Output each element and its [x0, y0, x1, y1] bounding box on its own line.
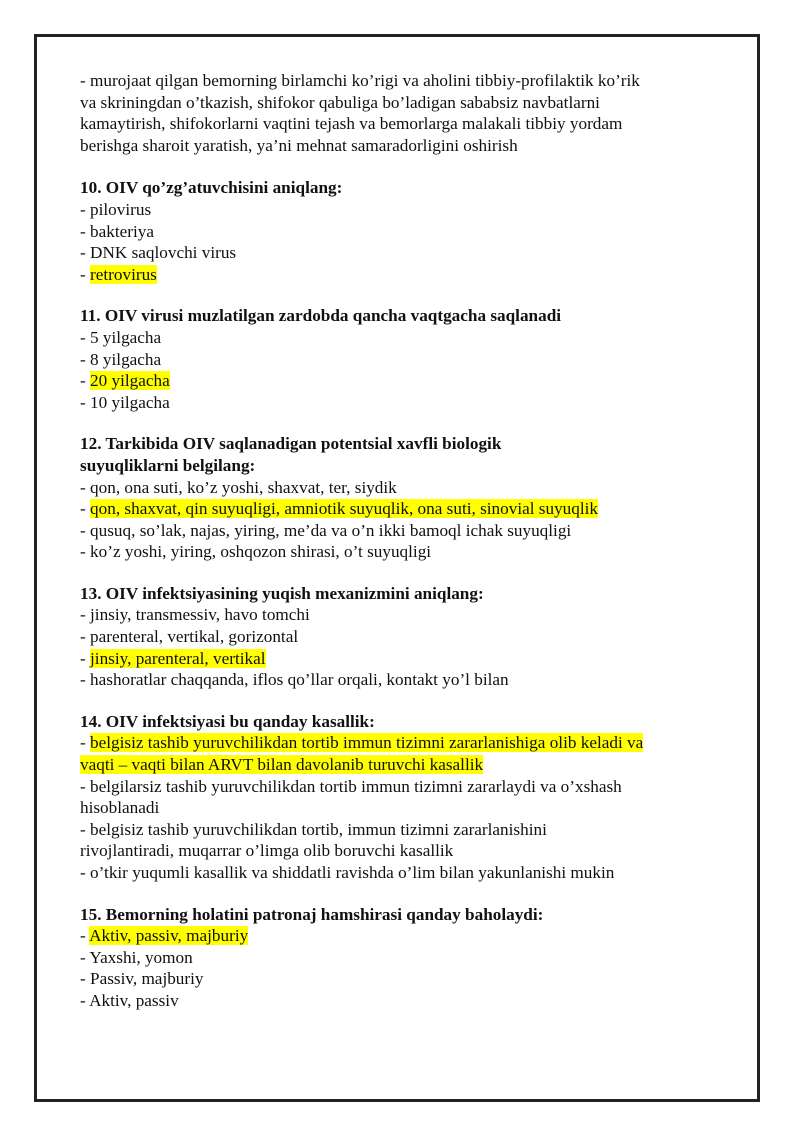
option-line: [80, 604, 740, 626]
answer-option: [80, 819, 740, 862]
answer-option: [80, 968, 740, 990]
option-bullet: -: [80, 819, 91, 839]
option-text: pilovirus: [90, 199, 152, 219]
answer-option: [80, 669, 740, 691]
answer-option-correct: [80, 264, 740, 286]
option-text: bakteriya: [90, 221, 154, 241]
answer-option: [80, 541, 740, 563]
question-title: 10. OIV qo’zg’atuvchisini aniqlang:: [80, 178, 343, 198]
option-bullet: -: [80, 199, 91, 219]
intro-line: kamaytirish, shifokorlarni vaqtini tejash va bemorlarga malakali tibbiy yordam: [80, 114, 623, 134]
option-text: qon, ona suti, ko’z yoshi, shaxvat, ter, siydik: [90, 477, 397, 497]
option-bullet: -: [80, 776, 91, 796]
option-line: [80, 840, 740, 862]
option-line: [80, 626, 740, 648]
answer-option: [80, 199, 740, 221]
option-bullet: -: [80, 520, 91, 540]
option-bullet: -: [80, 926, 90, 946]
answer-option: [80, 242, 740, 264]
highlighted-answer-text: belgisiz tashib yuruvchilikdan tortib immun tizimni zararlanishiga olib keladi va: [90, 733, 644, 753]
option-line: [80, 925, 740, 947]
option-bullet: -: [80, 477, 91, 497]
answer-option: [80, 776, 740, 819]
highlighted-answer-text: Aktiv, passiv, majburiy: [89, 926, 249, 946]
option-bullet: -: [80, 542, 91, 562]
option-line: [80, 242, 740, 264]
answer-option: [80, 947, 740, 969]
option-line: [80, 498, 740, 520]
answer-option: [80, 862, 740, 884]
question-block: [80, 583, 740, 691]
option-bullet: -: [80, 947, 90, 967]
option-text: ko’z yoshi, yiring, oshqozon shirasi, o’t suyuqligi: [90, 542, 432, 562]
option-line: [80, 327, 740, 349]
option-line: [80, 968, 740, 990]
option-line: [80, 648, 740, 670]
answer-option-correct: [80, 732, 740, 775]
option-text: belgisiz tashib yuruvchilikdan tortib, immun tizimni zararlanishini: [90, 819, 547, 839]
question-block: [80, 433, 740, 563]
answer-option-correct: [80, 925, 740, 947]
answer-option: [80, 990, 740, 1012]
highlighted-answer-text: qon, shaxvat, qin suyuqligi, amniotik suyuqlik, ona suti, sinovial suyuqlik: [90, 499, 599, 519]
question-title: 14. OIV infektsiyasi bu qanday kasallik:: [80, 711, 375, 731]
option-text: Aktiv, passiv: [89, 990, 179, 1010]
option-line: [80, 669, 740, 691]
option-text: DNK saqlovchi virus: [90, 243, 237, 263]
answer-option-correct: [80, 498, 740, 520]
option-line: [80, 732, 740, 754]
answer-option: [80, 327, 740, 349]
option-text: hisoblanadi: [80, 798, 160, 818]
option-bullet: -: [80, 392, 91, 412]
document-body: [80, 70, 740, 1032]
option-line: [80, 819, 740, 841]
option-bullet: -: [80, 627, 91, 647]
option-line: [80, 754, 740, 776]
option-line: [80, 520, 740, 542]
option-bullet: -: [80, 243, 91, 263]
option-text: 10 yilgacha: [90, 392, 170, 412]
intro-line: va skriningdan o’tkazish, shifokor qabuliga bo’ladigan sababsiz navbatlarni: [80, 92, 600, 112]
question-title: 12. Tarkibida OIV saqlanadigan potentsial xavfli biologik: [80, 434, 502, 454]
highlighted-answer-text: jinsiy, parenteral, vertikal: [90, 648, 266, 668]
option-text: 8 yilgacha: [90, 349, 162, 369]
option-line: [80, 776, 740, 798]
option-text: jinsiy, transmessiv, havo tomchi: [90, 605, 310, 625]
option-bullet: -: [80, 733, 91, 753]
question-block: [80, 305, 740, 413]
option-bullet: -: [80, 371, 91, 391]
answer-option: [80, 349, 740, 371]
option-line: [80, 477, 740, 499]
question-title: 13. OIV infektsiyasining yuqish mexanizmini aniqlang:: [80, 583, 484, 603]
answer-option: [80, 626, 740, 648]
option-text: Yaxshi, yomon: [89, 947, 193, 967]
option-bullet: -: [80, 264, 91, 284]
option-bullet: -: [80, 605, 91, 625]
answer-option: [80, 221, 740, 243]
option-line: [80, 370, 740, 392]
option-bullet: -: [80, 221, 91, 241]
option-bullet: -: [80, 349, 91, 369]
answer-option: [80, 392, 740, 414]
highlighted-answer-text: retrovirus: [90, 264, 157, 284]
option-text: rivojlantiradi, muqarrar o’limga olib boruvchi kasallik: [80, 841, 454, 861]
intro-line: - murojaat qilgan bemorning birlamchi ko’rigi va aholini tibbiy-profilaktik ko’rik: [80, 71, 640, 90]
option-bullet: -: [80, 990, 90, 1010]
option-line: [80, 797, 740, 819]
option-line: [80, 199, 740, 221]
highlighted-answer-text: 20 yilgacha: [90, 371, 170, 391]
option-line: [80, 221, 740, 243]
option-line: [80, 862, 740, 884]
answer-option: [80, 477, 740, 499]
question-block: [80, 711, 740, 884]
option-line: [80, 264, 740, 286]
answer-option-correct: [80, 370, 740, 392]
intro-paragraph: [80, 70, 740, 156]
option-text: 5 yilgacha: [90, 327, 162, 347]
option-bullet: -: [80, 863, 91, 882]
option-bullet: -: [80, 670, 91, 690]
question-title: 15. Bemorning holatini patronaj hamshirasi qanday baholaydi:: [80, 904, 544, 924]
answer-option: [80, 604, 740, 626]
option-text: qusuq, so’lak, najas, yiring, me’da va o’n ikki bamoql ichak suyuqligi: [90, 520, 572, 540]
question-list: [80, 177, 740, 1011]
question-title: 11. OIV virusi muzlatilgan zardobda qancha vaqtgacha saqlanadi: [80, 306, 562, 326]
option-line: [80, 947, 740, 969]
question-block: [80, 177, 740, 285]
option-bullet: -: [80, 499, 91, 519]
option-line: [80, 990, 740, 1012]
option-bullet: -: [80, 969, 91, 989]
answer-option: [80, 520, 740, 542]
option-line: [80, 349, 740, 371]
option-text: belgilarsiz tashib yuruvchilikdan tortib immun tizimni zararlaydi va o’xshash: [90, 776, 622, 796]
option-bullet: -: [80, 327, 91, 347]
option-line: [80, 541, 740, 563]
option-text: o’tkir yuqumli kasallik va shiddatli ravishda o’lim bilan yakunlanishi mukin: [90, 863, 615, 882]
answer-option-correct: [80, 648, 740, 670]
option-line: [80, 392, 740, 414]
option-text: hashoratlar chaqqanda, iflos qo’llar orqali, kontakt yo’l bilan: [90, 670, 509, 690]
option-text: Passiv, majburiy: [90, 969, 204, 989]
question-title: suyuqliklarni belgilang:: [80, 455, 256, 475]
question-block: [80, 904, 740, 1012]
highlighted-answer-text: vaqti – vaqti bilan ARVT bilan davolanib turuvchi kasallik: [80, 755, 484, 775]
option-text: parenteral, vertikal, gorizontal: [90, 627, 299, 647]
option-bullet: -: [80, 648, 91, 668]
intro-line: berishga sharoit yaratish, ya’ni mehnat samaradorligini oshirish: [80, 135, 518, 155]
